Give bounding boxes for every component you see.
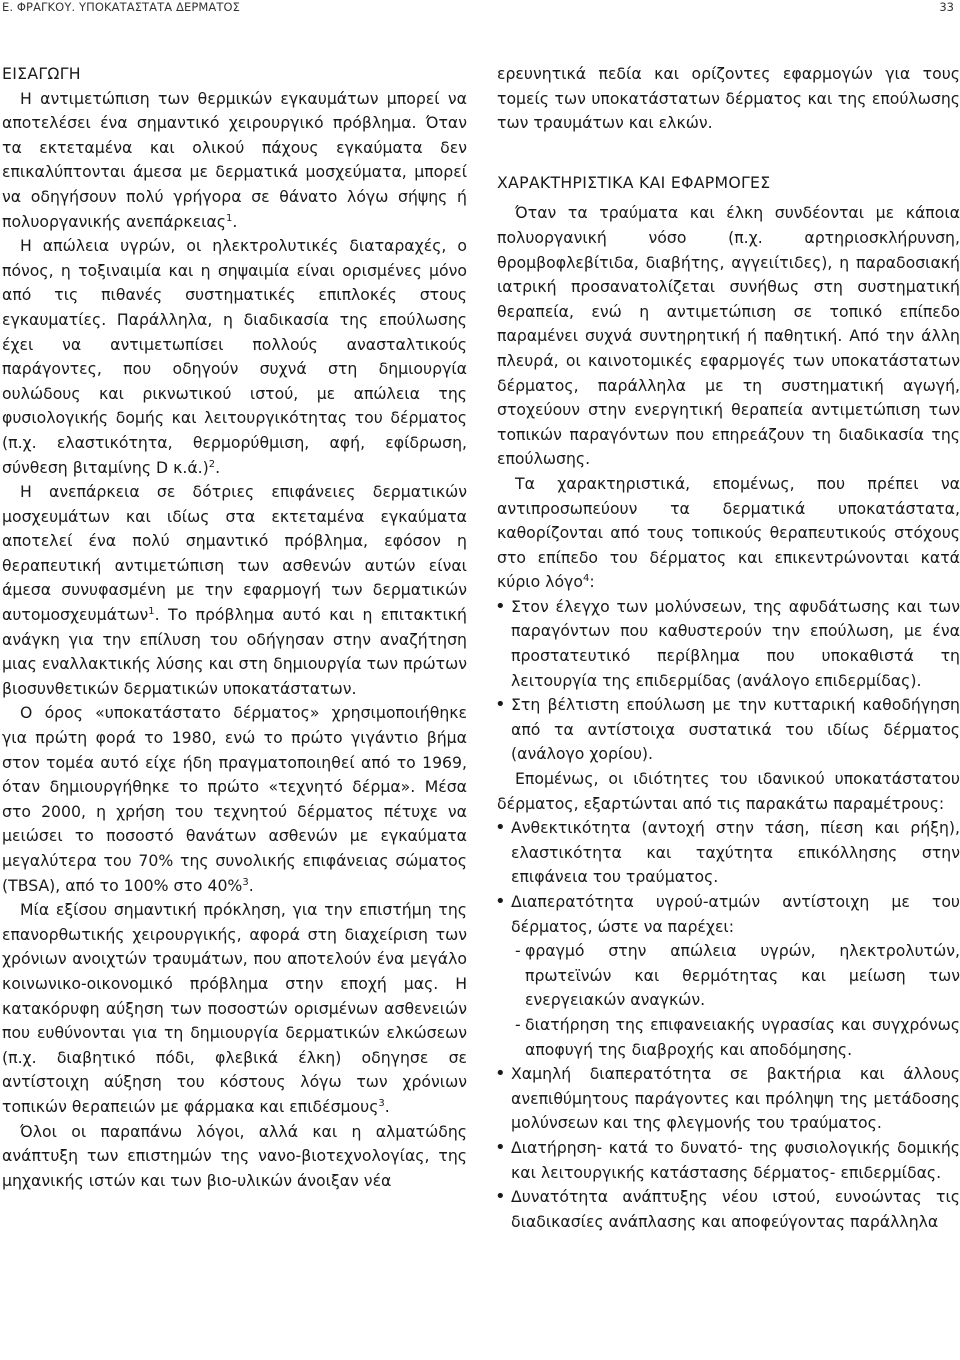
paragraph-continued: ερευνητικά πεδία και ορίζοντες εφαρμογών για τους τομείς των υποκατάστατων δέρματος και της επούλωσης των τραυμάτων και ελκών. — [497, 64, 960, 133]
list-item: • Στη βέλτιστη επούλωση με την κυτταρική καθοδήγηση από τα αντίστοιχα συστατικά του ιδίως δέρματος (ανάλογο χορίου). — [497, 693, 960, 767]
list-item: • Δυνατότητα ανάπτυξης νέου ιστού, ευνοώντας τις διαδικασίες ανάπλασης και αποφεύγοντας παράλληλα — [497, 1185, 960, 1234]
list-item: • Διαπερατότητα υγρού-ατμών αντίστοιχη με του δέρματος, ώστε να παρέχει: — [497, 890, 960, 939]
reference: 1 — [225, 212, 233, 224]
right-column — [497, 62, 960, 1234]
paragraph: Όλοι οι παραπάνω λόγοι, αλλά και η αλματώδης ανάπτυξη των επιστημών της νανο-βιοτεχνολογίας, της μηχανικής ιστών και των βιο-υλικών άνοιξαν νέα — [2, 1121, 467, 1190]
running-title: Ε. ΦΡΑΓΚΟΥ. ΥΠΟΚΑΤΑΣΤΑΤΑ ΔΕΡΜΑΤΟΣ — [2, 0, 240, 14]
reference: 1 — [148, 605, 155, 617]
list-item: • Στον έλεγχο των μολύνσεων, της αφυδάτωσης και των παραγόντων που καθυστερούν την επούλωση, με ένα προστατευτικό περίβλημα που υποκαθιστά τη λειτουργία της επιδερμίδας (ανάλογο επιδερμίδας). — [497, 595, 960, 693]
reference: 2 — [208, 458, 216, 470]
paragraph: Η ανεπάρκεια σε δότριες επιφάνειες δερματικών μοσχευμάτων και ιδίως στα εκτεταμένα εγκαύματα αποτελεί ένα πολύ σημαντικό πρόβλημα, εφόσον η θεραπευτική αντιμετώπιση των ασθενών αυτών είναι άμεσα συνυφασμένη με την εφαρμογή των δερματικών αυτομοσχευμάτων$^1$. Το πρόβλημα αυτό και η επιτακτική ανάγκη για την επίλυση του οδήγησαν στην αναζήτηση μιας εναλλακτικής λύσης και στη δημιουργία των πρώτων βιοσυνθετικών δερματικών υποκατάστατων. — [2, 482, 467, 698]
bullet-list — [497, 1062, 960, 1234]
dash-list — [497, 939, 960, 1062]
left-column — [2, 62, 467, 1193]
paragraph: Ο όρος «υποκατάστατο δέρματος» χρησιμοποιήθηκε για πρώτη φορά το 1980, ενώ το πρώτο γιγάντιο βήμα στον τομέα αυτό είχε ήδη πραγματοποιηθεί από το 1969, όταν δημιουργήθηκε το πρώτο «τεχνητό δέρμα». Μέσα στο 2000, η χρήση του τεχνητού δέρματος πέτυχε να μειώσει το ποσοστό θανάτων ασθενών με εγκαύματα μεγαλύτερα του 70% της συνολικής επιφάνειας σώματος (TBSA), από το 100% στο 40%$^3$. — [2, 703, 467, 895]
list-item: • Διατήρηση- κατά το δυνατό- της φυσιολογικής δομικής και λειτουργικής κατάστασης δέρματος- επιδερμίδας. — [497, 1136, 960, 1185]
list-item: • Χαμηλή διαπερατότητα σε βακτήρια και άλλους ανεπιθύμητους παράγοντες και πρόληψη της μετάδοσης μολύνσεων και της φλεγμονής του τραύματος. — [497, 1062, 960, 1136]
list-item: - φραγμό στην απώλεια υγρών, ηλεκτρολυτών, πρωτεϊνών και θερμότητας και μείωση των ενεργειακών αναγκών. — [515, 939, 960, 1013]
paragraph: Επομένως, οι ιδιότητες του ιδανικού υποκατάστατου δέρματος, εξαρτώνται από τις παρακάτω παραμέτρους: — [497, 769, 960, 813]
reference: 3 — [242, 876, 249, 888]
paragraph: Η αντιμετώπιση των θερμικών εγκαυμάτων μπορεί να αποτελέσει ένα σημαντικό χειρουργικό πρόβλημα. Όταν τα εκτεταμένα και ολικού πάχους εγκαύματα δεν επικαλύπτονται άμεσα με δερματικά μοσχεύματα, μπορεί να οδηγήσουν πολύ γρήγορα σε θάνατο λόγω σήψης ή πολυοργανικής ανεπάρκειας$^1$. — [2, 88, 467, 231]
section-title-introduction: ΕΙΣΑΓΩΓΗ — [2, 64, 81, 83]
bullet-list — [497, 816, 960, 939]
reference: 4 — [582, 573, 590, 585]
paragraph: Τα χαρακτηριστικά, επομένως, που πρέπει να αντιπροσωπεύουν τα δερματικά υποκατάστατα, καθορίζονται από τους τοπικούς θεραπευτικούς στόχους στο επίπεδο του δέρματος και επικεντρώνονται κατά κύριο λόγο$^4$: — [497, 473, 960, 592]
running-header — [0, 0, 960, 14]
paragraph: Μία εξίσου σημαντική πρόκληση, για την επιστήμη της επανορθωτικής χειρουργικής, αφορά στη διαχείριση των χρόνιων ανοιχτών τραυμάτων, που αποτελούν ένα μεγάλο κοινωνικο-οικονομικό πρόβλημα στην εποχή μας. Η κατακόρυφη αύξηση των ποσοστών ορισμένων ασθενειών που ευθύνονται για τη δημιουργία δερματικών ελκώσεων (π.χ. διαβητικό πόδι, φλεβικά έλκη) οδηγησε σε αντίστοιχη αύξηση του κόστους λόγω των χρόνιων τοπικών θεραπειών με φάρμακα και επιδέσμους$^3$. — [2, 900, 467, 1116]
bullet-list — [497, 595, 960, 767]
list-item: • Ανθεκτικότητα (αντοχή στην τάση, πίεση και ρήξη), ελαστικότητα και ταχύτητα επικόλλησης στην επιφάνεια του τραύματος. — [497, 816, 960, 890]
reference: 3 — [378, 1097, 385, 1109]
paragraph: Όταν τα τραύματα και έλκη συνδέονται με κάποια πολυοργανική νόσο (π.χ. αρτηριοσκλήρυνση, θρομβοφλεβίτιδα, διαβήτης, αγγειίτιδες), η παραδοσιακή ιατρική προσανατολίζεται συνήθως στη συστηματική θεραπεία, ενώ η αντιμετώπιση σε τοπικό επίπεδο παραμένει συχνά συντηρητική ή παθητική. Από την άλλη πλευρά, οι καινοτομικές εφαρμογές των υποκατάστατων δέρματος, παράλληλα με τη συστηματική αγωγή, στοχεύουν στην ενεργητική θεραπεία αντιμετώπιση των τοπικών παραγόντων που επηρεάζουν τη διαδικασία της επούλωσης. — [497, 203, 960, 469]
page-number: 33 — [939, 0, 954, 14]
section-title-characteristics: ΧΑΡΑΚΤΗΡΙΣΤΙΚΑ ΚΑΙ ΕΦΑΡΜΟΓΕΣ — [497, 172, 771, 192]
list-item: - διατήρηση της επιφανειακής υγρασίας και συγχρόνως αποφυγή της διαβροχής και αποδόμησης. — [515, 1013, 960, 1062]
paragraph: Η απώλεια υγρών, οι ηλεκτρολυτικές διαταραχές, ο πόνος, η τοξιναιμία και η σηψαιμία είναι ορισμένες μόνο από τις πιθανές συστηματικές επιπλοκές στους εγκαυματίες. Παράλληλα, η διαδικασία της επούλωσης έχει να αντιμετωπίσει πολλούς ανασταλτικούς παράγοντες, που οδηγούν συχνά στη δημιουργία ουλώδους και ρικνωτικού ιστού, με απώλεια της φυσιολογικής δομής και λειτουργικότητας του δέρματος (π.χ. ελαστικότητα, θερμορύθμιση, αφή, εφίδρωση, σύνθεση βιταμίνης D κ.ά.)$^2$. — [2, 236, 467, 477]
